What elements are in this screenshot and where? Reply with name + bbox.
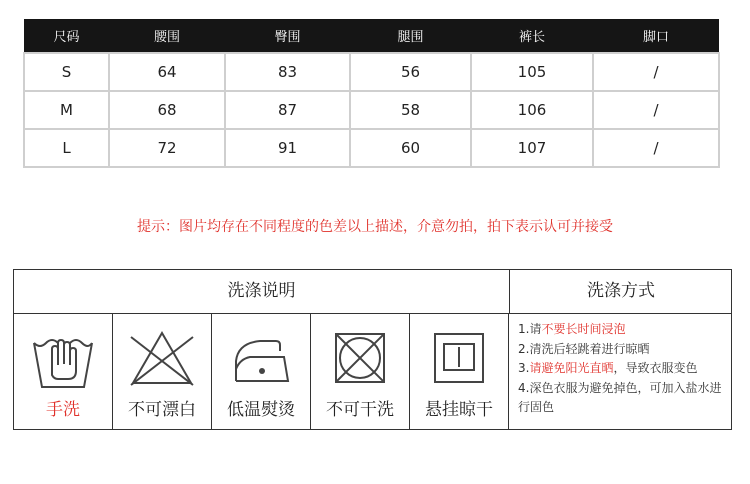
instructions-title: 洗涤说明 bbox=[14, 270, 510, 314]
header-hip: 臀围 bbox=[225, 19, 350, 53]
cell-length: 106 bbox=[471, 91, 593, 129]
care-item-no-bleach bbox=[113, 314, 212, 430]
table-row bbox=[24, 91, 719, 129]
method-item: 3.请避免阳光直晒，导致衣服变色 bbox=[518, 361, 698, 375]
low-iron-label: 低温熨烫 bbox=[227, 400, 295, 420]
care-item-low-iron bbox=[212, 314, 311, 430]
cell-waist: 68 bbox=[109, 91, 225, 129]
cell-thigh: 56 bbox=[350, 53, 471, 91]
header-length: 裤长 bbox=[471, 19, 593, 53]
cell-waist: 72 bbox=[109, 129, 225, 167]
low-iron-icon bbox=[230, 329, 292, 387]
hand-wash-label: 手洗 bbox=[46, 400, 80, 420]
table-row bbox=[24, 129, 719, 167]
size-table bbox=[23, 19, 720, 168]
header-waist: 腰围 bbox=[109, 19, 225, 53]
no-bleach-label: 不可漂白 bbox=[128, 400, 196, 420]
table-row bbox=[24, 53, 719, 91]
header-thigh: 腿围 bbox=[350, 19, 471, 53]
cell-thigh: 58 bbox=[350, 91, 471, 129]
cell-length: 105 bbox=[471, 53, 593, 91]
no-bleach-icon bbox=[129, 329, 195, 387]
hang-dry-icon bbox=[430, 329, 488, 387]
color-difference-notice: 提示：图片均存在不同程度的色差以上描述，介意勿拍，拍下表示认可并接受 bbox=[137, 219, 613, 235]
care-item-no-dry-clean bbox=[311, 314, 410, 430]
cell-thigh: 60 bbox=[350, 129, 471, 167]
size-table-header bbox=[24, 19, 719, 53]
care-item-hand-wash bbox=[14, 314, 113, 430]
method-item: 4.深色衣服为避免掉色，可加入盐水进行固色 bbox=[518, 380, 722, 414]
cell-hip: 91 bbox=[225, 129, 350, 167]
header-size: 尺码 bbox=[24, 19, 109, 53]
cell-hem: / bbox=[593, 91, 719, 129]
washing-methods-list bbox=[510, 314, 732, 430]
cell-waist: 64 bbox=[109, 53, 225, 91]
hand-wash-icon bbox=[30, 329, 96, 391]
method-item: 2.清洗后轻跳着进行晾晒 bbox=[518, 341, 650, 356]
care-item-hang-dry bbox=[410, 314, 509, 430]
hang-dry-label: 悬挂晾干 bbox=[425, 400, 493, 420]
cell-length: 107 bbox=[471, 129, 593, 167]
no-dry-clean-label: 不可干洗 bbox=[326, 400, 394, 420]
care-instructions-table bbox=[13, 269, 732, 430]
no-dry-clean-icon bbox=[331, 329, 389, 387]
method-item: 1.请不要长时间浸泡 bbox=[518, 322, 626, 336]
cell-size: S bbox=[24, 53, 109, 91]
cell-hip: 83 bbox=[225, 53, 350, 91]
cell-hem: / bbox=[593, 53, 719, 91]
cell-size: M bbox=[24, 91, 109, 129]
cell-hip: 87 bbox=[225, 91, 350, 129]
header-hem: 脚口 bbox=[593, 19, 719, 53]
methods-title: 洗涤方式 bbox=[510, 270, 732, 314]
cell-hem: / bbox=[593, 129, 719, 167]
cell-size: L bbox=[24, 129, 109, 167]
